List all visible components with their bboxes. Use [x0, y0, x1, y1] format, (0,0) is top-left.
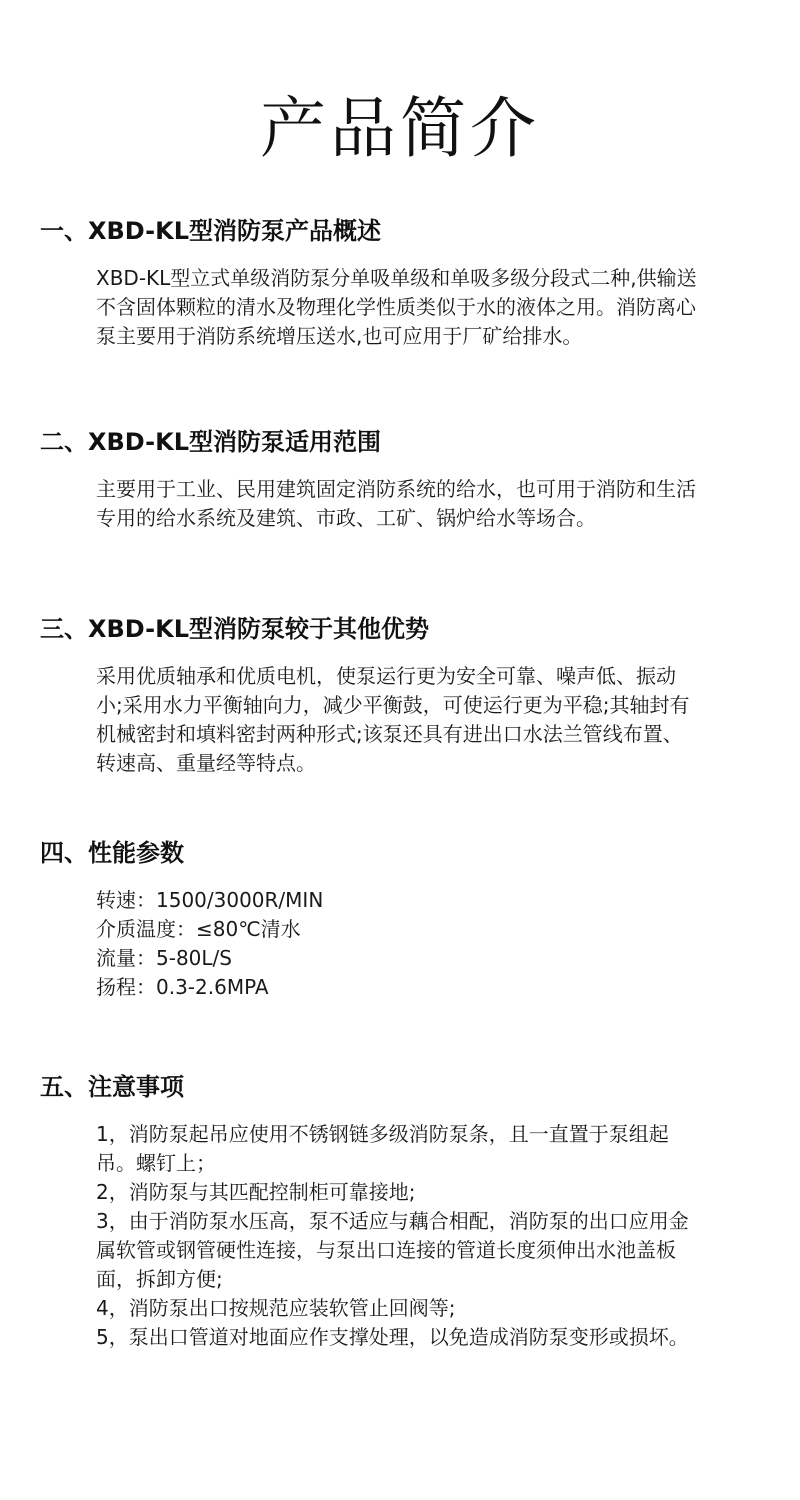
body-line: 不含固体颗粒的清水及物理化学性质类似于水的液体之用。消防离心: [96, 295, 696, 319]
param-head: 扬程：0.3-2.6MPA: [96, 975, 269, 999]
body-line: 属软管或钢管硬性连接，与泵出口连接的管道长度须伸出水池盖板: [96, 1238, 676, 1262]
body-line: 采用优质轴承和优质电机，使泵运行更为安全可靠、噪声低、振动: [96, 664, 676, 688]
section-advantages: [40, 612, 760, 778]
body-line: 吊。螺钉上；: [96, 1151, 216, 1175]
param-flow: 流量：5-80L/S: [96, 946, 232, 970]
section-body: [40, 1120, 758, 1352]
section-body: [40, 662, 758, 778]
body-line: XBD-KL型立式单级消防泵分单吸单级和单吸多级分段式二种,供输送: [96, 266, 697, 290]
section-heading: 四、性能参数: [40, 839, 184, 867]
section-body: [40, 475, 758, 533]
section-heading: 五、注意事项: [40, 1073, 184, 1101]
body-line: 主要用于工业、民用建筑固定消防系统的给水，也可用于消防和生活: [96, 477, 696, 501]
param-speed: 转速：1500/3000R/MIN: [96, 888, 324, 912]
body-line: 3，由于消防泵水压高，泵不适应与藕合相配，消防泵的出口应用金: [96, 1209, 689, 1233]
body-line: 4，消防泵出口按规范应装软管止回阀等;: [96, 1296, 456, 1320]
body-line: 2，消防泵与其匹配控制柜可靠接地;: [96, 1180, 416, 1204]
section-application-scope: [40, 425, 760, 533]
section-overview: [40, 214, 760, 351]
body-line: 面，拆卸方便;: [96, 1267, 223, 1291]
body-line: 小;采用水力平衡轴向力，减少平衡鼓，可使运行更为平稳;其轴封有: [96, 693, 690, 717]
body-line: 泵主要用于消防系统增压送水,也可应用于厂矿给排水。: [96, 324, 583, 348]
section-heading: 二、XBD-KL型消防泵适用范围: [40, 428, 382, 456]
body-line: 机械密封和填料密封两种形式;该泵还具有进出口水法兰管线布置、: [96, 722, 683, 746]
section-heading: 三、XBD-KL型消防泵较于其他优势: [40, 615, 430, 643]
body-line: 5，泵出口管道对地面应作支撑处理，以免造成消防泵变形或损坏。: [96, 1325, 689, 1349]
body-line: 专用的给水系统及建筑、市政、工矿、锅炉给水等场合。: [96, 506, 596, 530]
section-performance-parameters: [40, 836, 760, 1002]
body-line: 转速高、重量经等特点。: [96, 751, 316, 775]
body-line: 1，消防泵起吊应使用不锈钢链多级消防泵条，且一直置于泵组起: [96, 1122, 669, 1146]
section-heading: 一、XBD-KL型消防泵产品概述: [40, 217, 382, 245]
section-precautions: [40, 1070, 760, 1352]
section-body: [40, 886, 758, 1002]
page-title: 产品简介: [260, 90, 540, 168]
section-body: [40, 264, 758, 351]
param-medium-temperature: 介质温度：≤80℃清水: [96, 917, 301, 941]
